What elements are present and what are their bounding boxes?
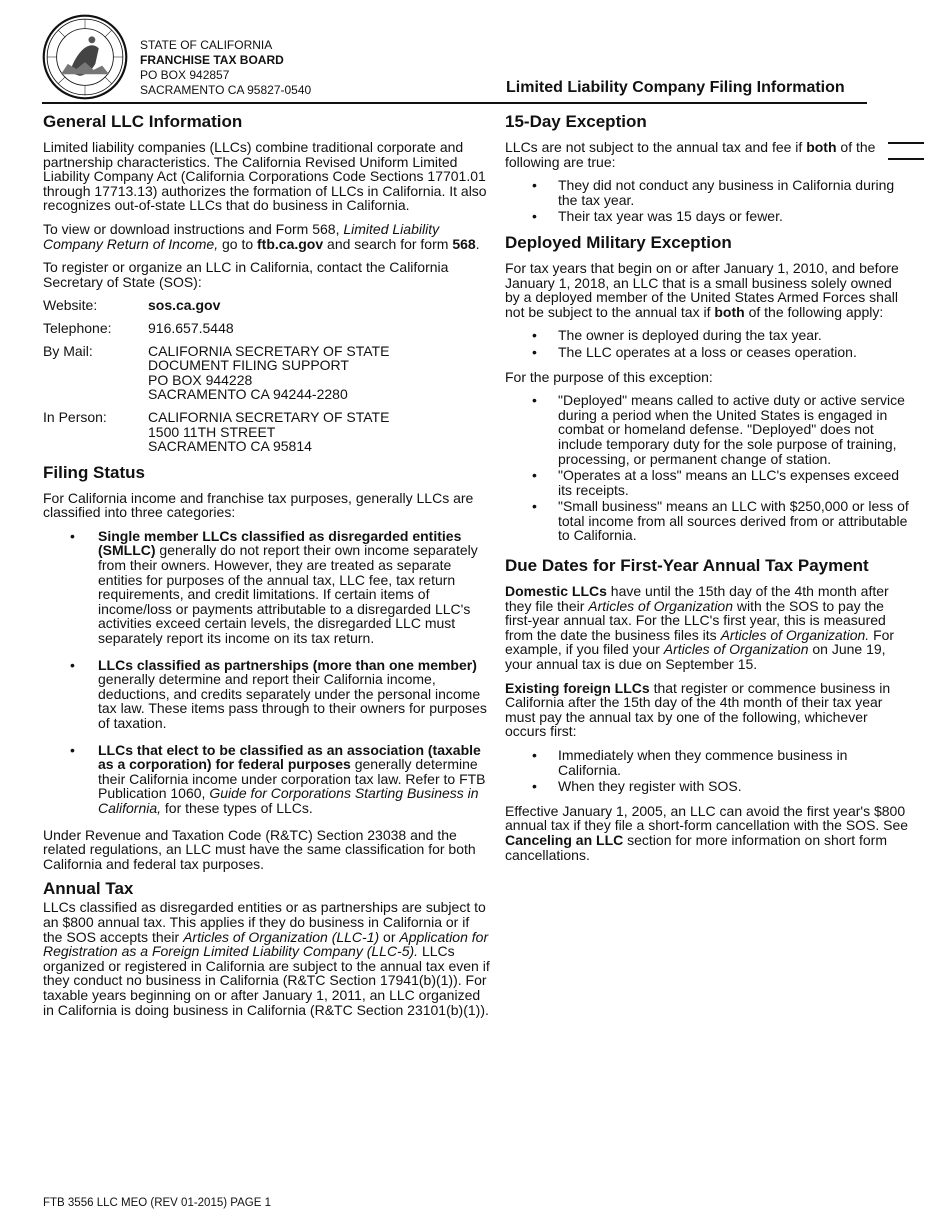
text-run: LLCs organized or registered in California are subject to the annual tax even if they conduct no business in California (R&TC Section 17941(b)(1)). For taxable years beginning on or after January 1, 2011, an LLC organized in California is doing business in California (R&TC Section 23101(b)(1)). [43, 943, 490, 1018]
contact-label: In Person: [43, 408, 107, 425]
text-run: Articles of Organization [663, 641, 809, 658]
section-heading-due-dates: Due Dates for First-Year Annual Tax Payment [505, 556, 869, 576]
form-title: Articles of Organization (LLC-1) [183, 928, 380, 945]
contact-label: By Mail: [43, 342, 93, 359]
text-run: generally determine their California income under corporation tax law. Refer to FTB Publication 1060, [98, 756, 486, 802]
left-column [43, 113, 491, 1026]
form-title: Application for Registration as a Foreign Limited Liability Company (LLC-5). [43, 928, 489, 960]
text-run: both [806, 139, 837, 155]
agency-line: PO BOX 942857 [140, 68, 230, 82]
text-run: or [379, 928, 400, 945]
text-run: have until the 15th day of the 4th month after they file their [505, 583, 889, 614]
text-run: on June 19, your annual tax is due on September 15. [505, 641, 886, 673]
agency-line: SACRAMENTO CA 95827-0540 [140, 83, 312, 97]
contact-mail [43, 344, 491, 402]
section-heading-military: Deployed Military Exception [505, 232, 732, 252]
text-run: generally determine and report their California income, deductions, and credits separately under the personal income tax law. These items pass through to their owners for purposes of taxation. [98, 671, 487, 731]
header-rule [42, 102, 867, 104]
text-run: Single member LLCs classified as disregarded entities (SMLLC) [98, 527, 462, 559]
list-item [43, 743, 491, 816]
list-item [43, 658, 491, 731]
person-address [148, 410, 491, 454]
form-footer: FTB 3556 LLC MEO (REV 01-2015) PAGE 1 [43, 1197, 271, 1209]
domestic-llc-paragraph [505, 584, 910, 672]
section-heading-general: General LLC Information [43, 112, 243, 131]
text-run: for these types of LLCs. [161, 799, 313, 816]
purpose-text: For the purpose of this exception: [505, 368, 713, 385]
text-run: and search for form [323, 235, 453, 252]
publication-title: Guide for Corporations Starting Business in California, [98, 785, 479, 816]
text-run: both [714, 303, 745, 320]
text-run: Canceling an LLC [505, 831, 624, 848]
agency-address [140, 38, 311, 98]
exception-15-intro [505, 140, 910, 169]
text-run: LLCs classified as partnerships (more than one member) [98, 656, 477, 673]
sos-website-link[interactable]: sos.ca.gov [148, 297, 221, 314]
contact-label: Telephone: [43, 319, 112, 336]
text-run: Effective January 1, 2005, an LLC can avoid the first year's $800 annual tax if they file a short-form cancellation with the SOS. See [505, 802, 909, 834]
form-title: Limited Liability Company Return of Income, [43, 220, 440, 252]
address-line: 1500 11TH STREET [148, 423, 276, 440]
list-item: • When they register with SOS. [505, 779, 910, 794]
section-heading-filing-status: Filing Status [43, 462, 145, 482]
list-item: • Their tax year was 15 days or fewer. [505, 209, 910, 224]
filing-intro: For California income and franchise tax purposes, generally LLCs are classified into three categories: [43, 489, 474, 521]
contact-website [43, 298, 491, 313]
register-paragraph: To register or organize an LLC in California, contact the California Secretary of State (SOS): [43, 259, 449, 290]
text-run: Existing foreign LLCs [505, 679, 650, 696]
list-item: • "Small business" means an LLC with $250,000 or less of total income from all sources derived from or attributable to California. [505, 499, 910, 543]
address-line: CALIFORNIA SECRETARY OF STATE [148, 408, 390, 425]
ftb-website-link[interactable]: ftb.ca.gov [257, 235, 324, 252]
general-paragraph: Limited liability companies (LLCs) combine traditional corporate and partnership characteristics. The California Revised Uniform Limited Liability Company Act (California Corporations Code Sections 17701.01 through 17713.13) authorizes the formation of LLCs in California. It also recognizes out-of-state LLCs that do business in California. [43, 139, 487, 214]
address-line: DOCUMENT FILING SUPPORT [148, 357, 349, 374]
text-run: For tax years that begin on or after January 1, 2010, and before January 1, 2018, an LLC that is a small business solely owned by a deployed member of the United States Armed Forces shall not be subject to the annual tax if [505, 259, 899, 320]
california-state-seal-logo [42, 14, 128, 100]
filing-categories-list [43, 529, 491, 816]
phone-number: 916.657.5448 [148, 319, 234, 336]
agency-line: STATE OF CALIFORNIA [140, 38, 273, 52]
foreign-llc-paragraph [505, 681, 910, 739]
list-item: • "Operates at a loss" means an LLC's expenses exceed its receipts. [505, 468, 910, 497]
list-item: • Immediately when they commence business in California. [505, 748, 910, 777]
list-item: • The LLC operates at a loss or ceases operation. [505, 345, 910, 360]
contact-label: Website: [43, 297, 98, 314]
military-conditions-list [505, 328, 910, 359]
text-run: Domestic LLCs [505, 583, 607, 600]
list-item: • "Deployed" means called to active duty or active service during a period when the United States is engaged in combat or homeland defense. "Deployed" does not include temporary duty for the sole purpose of training, processing, or permanent change of station. [505, 393, 910, 466]
text-run: To view or download instructions and Form 568, [43, 220, 344, 237]
text-run: of the following apply: [744, 303, 884, 320]
exception-15-list [505, 178, 910, 224]
address-line: PO BOX 944228 [148, 371, 253, 388]
contact-in-person [43, 410, 491, 454]
text-run: LLCs that elect to be classified as an association (taxable as a corporation) for federal purposes [98, 741, 481, 773]
text-run: of the following are true: [505, 139, 876, 170]
address-line: CALIFORNIA SECRETARY OF STATE [148, 342, 390, 359]
mail-address [148, 344, 491, 402]
list-item: • They did not conduct any business in California during the tax year. [505, 178, 910, 207]
list-item: • The owner is deployed during the tax year. [505, 328, 910, 343]
text-run: generally do not report their own income separately from their owners. However, they are treated as separate entities for purposes of the annual tax, LLC fee, tax return requirements, and credit limitations. If certain items of income/loss or payments attributable to a disregarded LLC's activities exceed certain levels, the disregarded LLC must separately report its income on its tax return. [98, 542, 478, 647]
text-run: that register or commence business in California after the 15th day of the 4th month of their tax year must pay the annual tax by one of the following, whichever occurs first: [505, 679, 891, 740]
right-column [505, 113, 910, 871]
definitions-list [505, 393, 910, 543]
contact-telephone [43, 321, 491, 336]
text-run: . [475, 235, 480, 252]
address-line: SACRAMENTO CA 95814 [148, 438, 312, 455]
section-heading-15-day: 15-Day Exception [505, 112, 647, 131]
address-line: SACRAMENTO CA 94244-2280 [148, 386, 348, 403]
form-number: 568 [452, 235, 476, 252]
military-intro [505, 261, 910, 319]
text-run: LLCs classified as disregarded entities or as partnerships are subject to an $800 annual tax. This applies if they do business in California or if the SOS accepts their [43, 899, 486, 945]
form-568-paragraph [43, 222, 491, 251]
document-title: Limited Liability Company Filing Information [506, 79, 845, 96]
text-run: with the SOS to pay the first-year annual tax. For the LLC's first year, this is measured from the date the business files its [505, 597, 886, 643]
text-run: go to [218, 235, 258, 252]
section-heading-annual-tax: Annual Tax [43, 879, 134, 899]
text-run: Articles of Organization. [720, 626, 870, 643]
foreign-llc-list [505, 748, 910, 794]
cancellation-paragraph [505, 804, 910, 862]
text-run: For example, if you filed your [505, 626, 895, 658]
annual-tax-paragraph [43, 900, 491, 1017]
text-run: Articles of Organization [588, 597, 733, 614]
agency-name: FRANCHISE TAX BOARD [140, 53, 284, 67]
classification-paragraph: Under Revenue and Taxation Code (R&TC) Section 23038 and the related regulations, an LLC must have the same classification for both California and federal tax purposes. [43, 826, 476, 872]
list-item [43, 529, 491, 646]
text-run: LLCs are not subject to the annual tax and fee if [505, 139, 807, 155]
text-run: section for more information on short form cancellations. [505, 831, 888, 863]
